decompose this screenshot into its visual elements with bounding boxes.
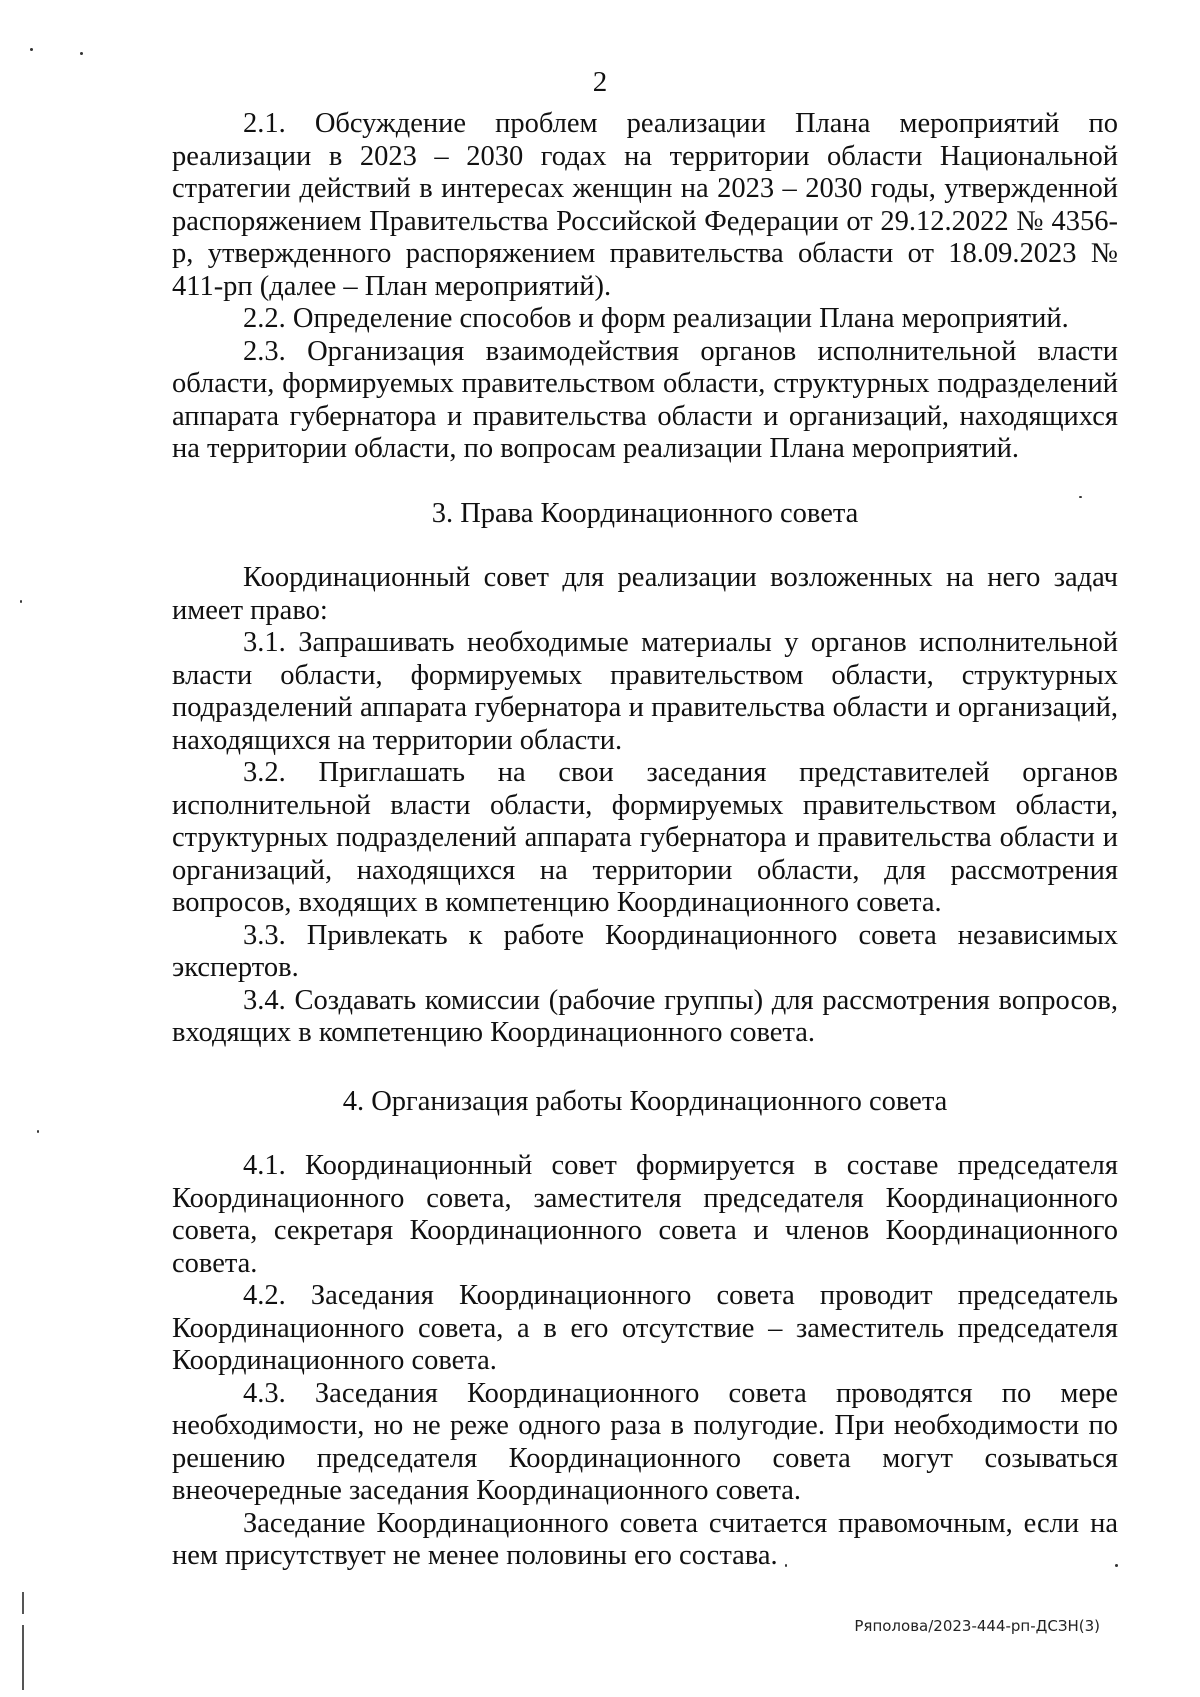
scan-speck — [37, 1130, 39, 1133]
section-4-heading: 4. Организация работы Координационного совета — [342, 1085, 948, 1117]
scan-speck — [20, 600, 22, 603]
paragraph-4-quorum: Заседание Координационного совета считается правомочным, если на нем присутствует не менее половины его состава. — [172, 1507, 1118, 1571]
paragraph-3-4: 3.4. Создавать комиссии (рабочие группы) для рассмотрения вопросов, входящих в компетенцию Координационного совета. — [172, 984, 1118, 1048]
document-body — [172, 108, 1118, 1573]
page-number: 2 — [592, 66, 608, 98]
paragraph-4-2: 4.2. Заседания Координационного совета проводит председатель Координационного совета, а в его отсутствие – заместитель председателя Координационного совета. — [172, 1280, 1118, 1376]
scan-margin-line — [22, 1625, 24, 1690]
paragraph-2-1: 2.1. Обсуждение проблем реализации Плана мероприятий по реализации в 2023 – 2030 годах на территории области Национальной стратегии действий в интересах женщин на 2023 – 2030 годы, утвержденной распоряжением Правительства Российской Федерации от 29.12.2022 № 4356-р, утвержденного распоряжением правительства области от 18.09.2023 № 411-рп (далее – План мероприятий). — [172, 108, 1118, 302]
paragraph-2-2: 2.2. Определение способов и форм реализации Плана мероприятий. — [243, 303, 1069, 334]
paragraph-3-1: 3.1. Запрашивать необходимые материалы у органов исполнительной власти области, формируемых правительством области, структурных подразделений аппарата губернатора и правительства области и организаций, находящихся на территории области. — [172, 627, 1118, 756]
paragraph-2-3: 2.3. Организация взаимодействия органов исполнительной власти области, формируемых правительством области, структурных подразделений аппарата губернатора и правительства области и организаций, находящихся на территории области, по вопросам реализации Плана мероприятий. — [172, 335, 1118, 464]
paragraph-3-intro: Координационный совет для реализации возложенных на него задач имеет право: — [172, 562, 1118, 626]
scan-margin-line — [22, 1592, 24, 1614]
scan-speck — [80, 52, 83, 55]
paragraph-4-1: 4.1. Координационный совет формируется в составе председателя Координационного совета, заместителя председателя Координационного совета, секретаря Координационного совета и членов Координационного совета. — [172, 1150, 1118, 1279]
paragraph-3-2: 3.2. Приглашать на свои заседания представителей органов исполнительной власти области, формируемых правительством области, структурных подразделений аппарата губернатора и правительства области и организаций, находящихся на территории области, для рассмотрения вопросов, входящих в компетенцию Координационного совета. — [172, 757, 1118, 918]
section-3-heading: 3. Права Координационного совета — [431, 497, 859, 529]
document-registration-code: Ряполова/2023-444-рп-ДСЗН(3) — [854, 1617, 1100, 1635]
paragraph-4-3: 4.3. Заседания Координационного совета проводятся по мере необходимости, но не реже одного раза в полугодие. При необходимости по решению председателя Координационного совета могут созываться внеочередные заседания Координационного совета. — [172, 1377, 1118, 1506]
scan-speck — [30, 48, 33, 51]
paragraph-3-3: 3.3. Привлекать к работе Координационного совета независимых экспертов. — [172, 919, 1118, 983]
